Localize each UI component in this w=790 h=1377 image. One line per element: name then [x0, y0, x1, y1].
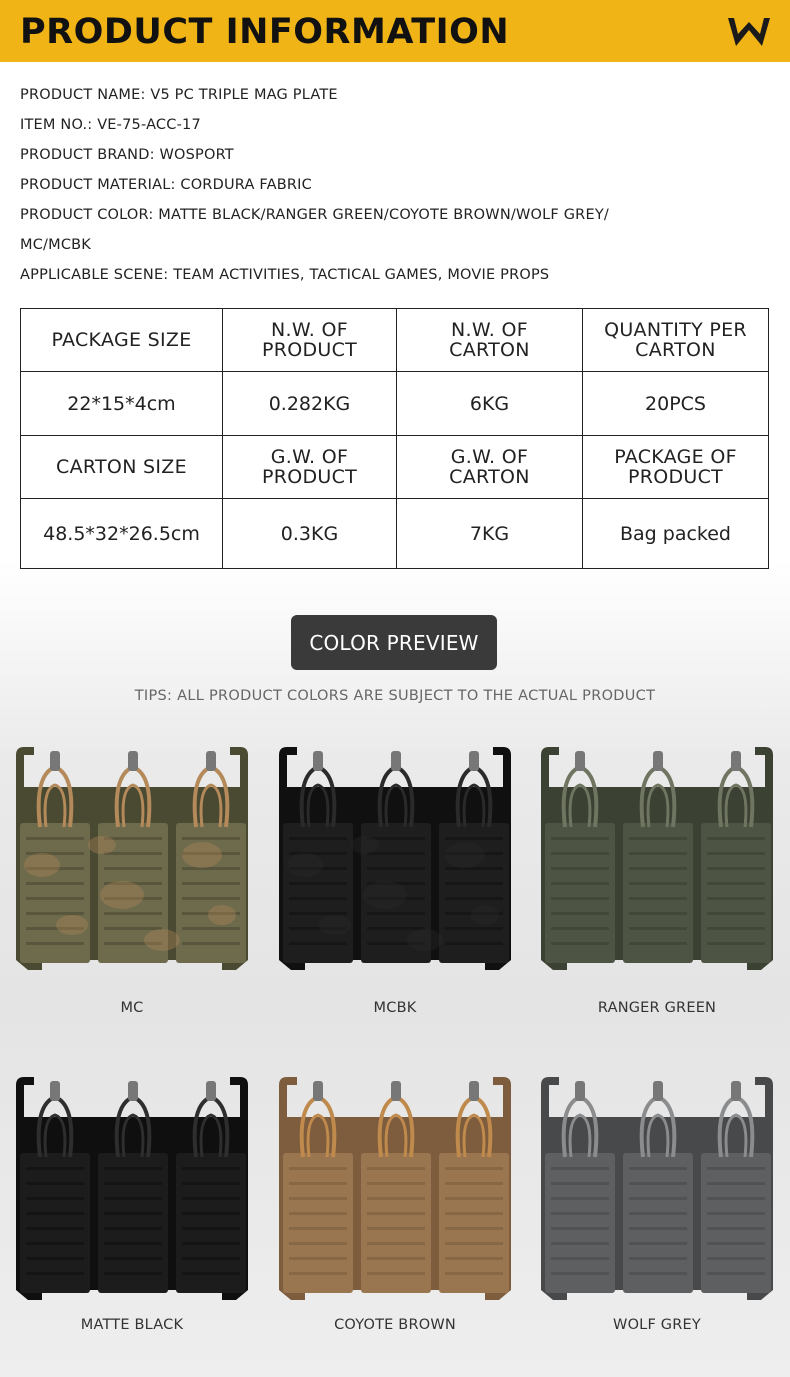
mag-pouch-icon: [275, 1075, 515, 1305]
color-caption: MCBK: [373, 1000, 417, 1016]
color-caption: RANGER GREEN: [597, 1000, 717, 1016]
product-image-mcbk: [275, 745, 515, 975]
header-cell: PACKAGE SIZE: [21, 309, 223, 372]
info-material: PRODUCT MATERIAL: CORDURA FABRIC: [20, 177, 312, 193]
table-row: [21, 372, 769, 436]
info-color: PRODUCT COLOR: MATTE BLACK/RANGER GREEN/COYOTE BROWN/WOLF GREY/: [20, 207, 609, 223]
info-scene: APPLICABLE SCENE: TEAM ACTIVITIES, TACTICAL GAMES, MOVIE PROPS: [20, 267, 550, 283]
color-caption: COYOTE BROWN: [334, 1317, 456, 1333]
header-cell: CARTON SIZE: [21, 436, 223, 499]
header-cell: N.W. OF CARTON: [397, 309, 583, 372]
value-cell: 22*15*4cm: [21, 372, 223, 436]
product-image-wolf-grey: [537, 1075, 777, 1305]
color-caption: MC: [120, 1000, 144, 1016]
value-cell: 0.3KG: [223, 499, 397, 569]
header-cell: G.W. OF CARTON: [397, 436, 583, 499]
product-image-coyote-brown: [275, 1075, 515, 1305]
header-bar: [0, 0, 790, 62]
mag-pouch-icon: [12, 745, 252, 975]
header-cell: G.W. OF PRODUCT: [223, 436, 397, 499]
info-product-name: PRODUCT NAME: V5 PC TRIPLE MAG PLATE: [20, 87, 338, 103]
product-image-matte-black: [12, 1075, 252, 1305]
info-brand: PRODUCT BRAND: WOSPORT: [20, 147, 234, 163]
value-cell: 48.5*32*26.5cm: [21, 499, 223, 569]
mag-pouch-icon: [275, 745, 515, 975]
table-row: [21, 309, 769, 372]
header-cell: N.W. OF PRODUCT: [223, 309, 397, 372]
mag-pouch-icon: [12, 1075, 252, 1305]
info-item-no: ITEM NO.: VE-75-ACC-17: [20, 117, 201, 133]
value-cell: 6KG: [397, 372, 583, 436]
product-info-list: [20, 80, 770, 290]
value-cell: 0.282KG: [223, 372, 397, 436]
table-row: [21, 436, 769, 499]
product-image-ranger-green: [537, 745, 777, 975]
mag-pouch-icon: [537, 1075, 777, 1305]
mag-pouch-icon: [537, 745, 777, 975]
header-cell: PACKAGE OF PRODUCT: [583, 436, 769, 499]
spec-table: [20, 308, 769, 569]
info-color-cont: MC/MCBK: [20, 237, 92, 253]
tips-text: TIPS: ALL PRODUCT COLORS ARE SUBJECT TO THE ACTUAL PRODUCT: [134, 688, 656, 704]
color-preview-button[interactable]: COLOR PREVIEW: [291, 615, 497, 670]
product-image-mc: [12, 745, 252, 975]
header-cell: QUANTITY PER CARTON: [583, 309, 769, 372]
wosport-logo-icon: [726, 14, 772, 50]
color-caption: WOLF GREY: [613, 1317, 701, 1333]
value-cell: 20PCS: [583, 372, 769, 436]
color-caption: MATTE BLACK: [80, 1317, 184, 1333]
table-row: [21, 499, 769, 569]
page-title: PRODUCT INFORMATION: [20, 12, 510, 52]
value-cell: Bag packed: [583, 499, 769, 569]
value-cell: 7KG: [397, 499, 583, 569]
